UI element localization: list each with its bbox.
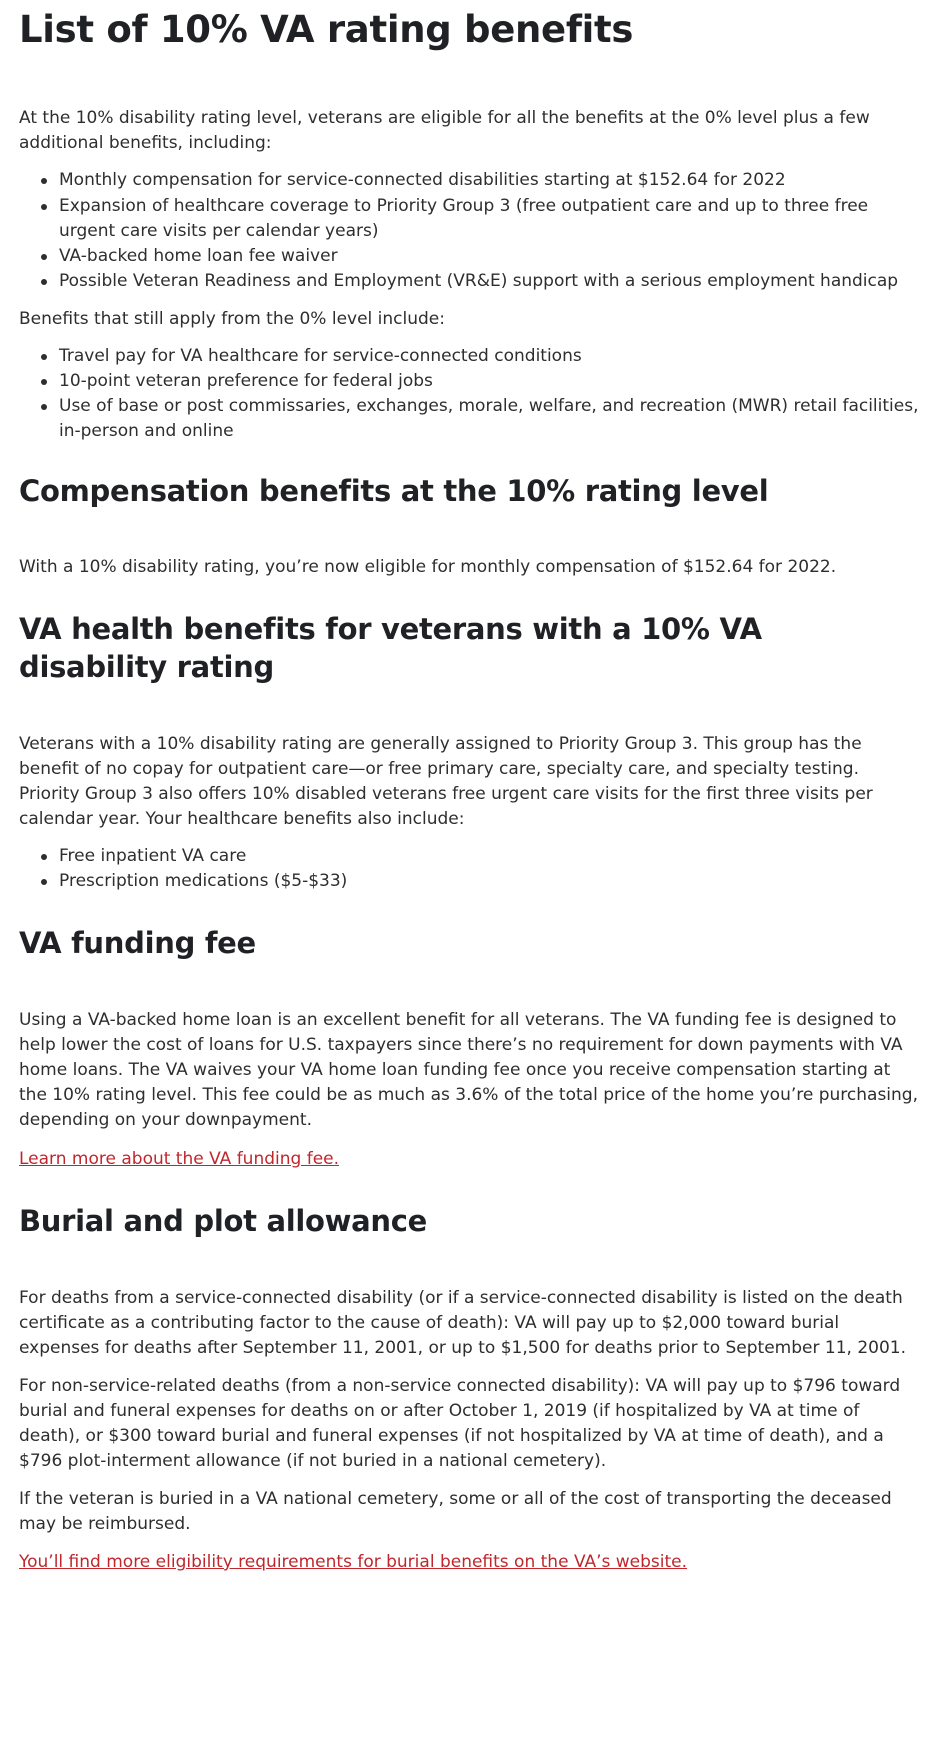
list-item: Monthly compensation for service-connected disabilities starting at $152.64 for 2022 [59,168,919,193]
list-item: Prescription medications ($5-$33) [59,869,919,894]
benefits-list [19,168,919,294]
health-heading: VA health benefits for veterans with a 10% VA disability rating [19,612,762,684]
burial-paragraph-1: For deaths from a service-connected disability (or if a service-connected disability is listed on the death certificate as a contributing factor to the cause of death): VA will pay up to $2,000 toward burial expenses for deaths after September 11, 2001, or up to $1,500 for deaths prior to September 11, 2001. [19,1288,906,1358]
burial-link-wrap [19,1550,919,1575]
list-item: Travel pay for VA healthcare for service-connected conditions [59,344,919,369]
burial-benefits-link[interactable]: You’ll find more eligibility requirements for burial benefits on the VA’s website. [19,1552,688,1572]
compensation-paragraph: With a 10% disability rating, you’re now eligible for monthly compensation of $152.64 for 2022. [19,557,837,577]
health-list [19,844,919,894]
burial-heading: Burial and plot allowance [19,1204,427,1238]
article [19,0,919,1575]
list-item: Free inpatient VA care [59,844,919,869]
page-title: List of 10% VA rating benefits [19,8,634,51]
list-item: 10-point veteran preference for federal jobs [59,369,919,394]
still-apply-intro: Benefits that still apply from the 0% level include: [19,309,445,329]
list-item: Expansion of healthcare coverage to Priority Group 3 (free outpatient care and up to three free urgent care visits per calendar years) [59,194,919,244]
burial-paragraph-3: If the veteran is buried in a VA national cemetery, some or all of the cost of transporting the deceased may be reimbursed. [19,1489,892,1534]
compensation-heading: Compensation benefits at the 10% rating level [19,474,769,508]
health-paragraph: Veterans with a 10% disability rating are generally assigned to Priority Group 3. This group has the benefit of no copay for outpatient care—or free primary care, specialty care, and specialty testing. Priority Group 3 also offers 10% disabled veterans free urgent care visits for the first three visits per calendar year. Your healthcare benefits also include: [19,734,873,829]
intro-paragraph: At the 10% disability rating level, veterans are eligible for all the benefits at the 0% level plus a few additional benefits, including: [19,108,870,153]
list-item: Possible Veteran Readiness and Employment (VR&E) support with a serious employment handicap [59,269,919,294]
funding-link-wrap [19,1147,919,1172]
funding-paragraph: Using a VA-backed home loan is an excellent benefit for all veterans. The VA funding fee is designed to help lower the cost of loans for U.S. taxpayers since there’s no requirement for down payments with VA home loans. The VA waives your VA home loan funding fee once you receive compensation starting at the 10% rating level. This fee could be as much as 3.6% of the total price of the home you’re purchasing, depending on your downpayment. [19,1010,918,1130]
still-apply-list [19,344,919,444]
funding-heading: VA funding fee [19,926,256,960]
funding-fee-link[interactable]: Learn more about the VA funding fee. [19,1149,340,1169]
list-item: Use of base or post commissaries, exchanges, morale, welfare, and recreation (MWR) retail facilities, in-person and online [59,394,919,444]
list-item: VA-backed home loan fee waiver [59,244,919,269]
burial-paragraph-2: For non-service-related deaths (from a non-service connected disability): VA will pay up to $796 toward burial and funeral expenses for deaths on or after October 1, 2019 (if hospitalized by VA at time of death), or $300 toward burial and funeral expenses (if not hospitalized by VA at time of death), and a $796 plot-interment allowance (if not buried in a national cemetery). [19,1376,901,1471]
